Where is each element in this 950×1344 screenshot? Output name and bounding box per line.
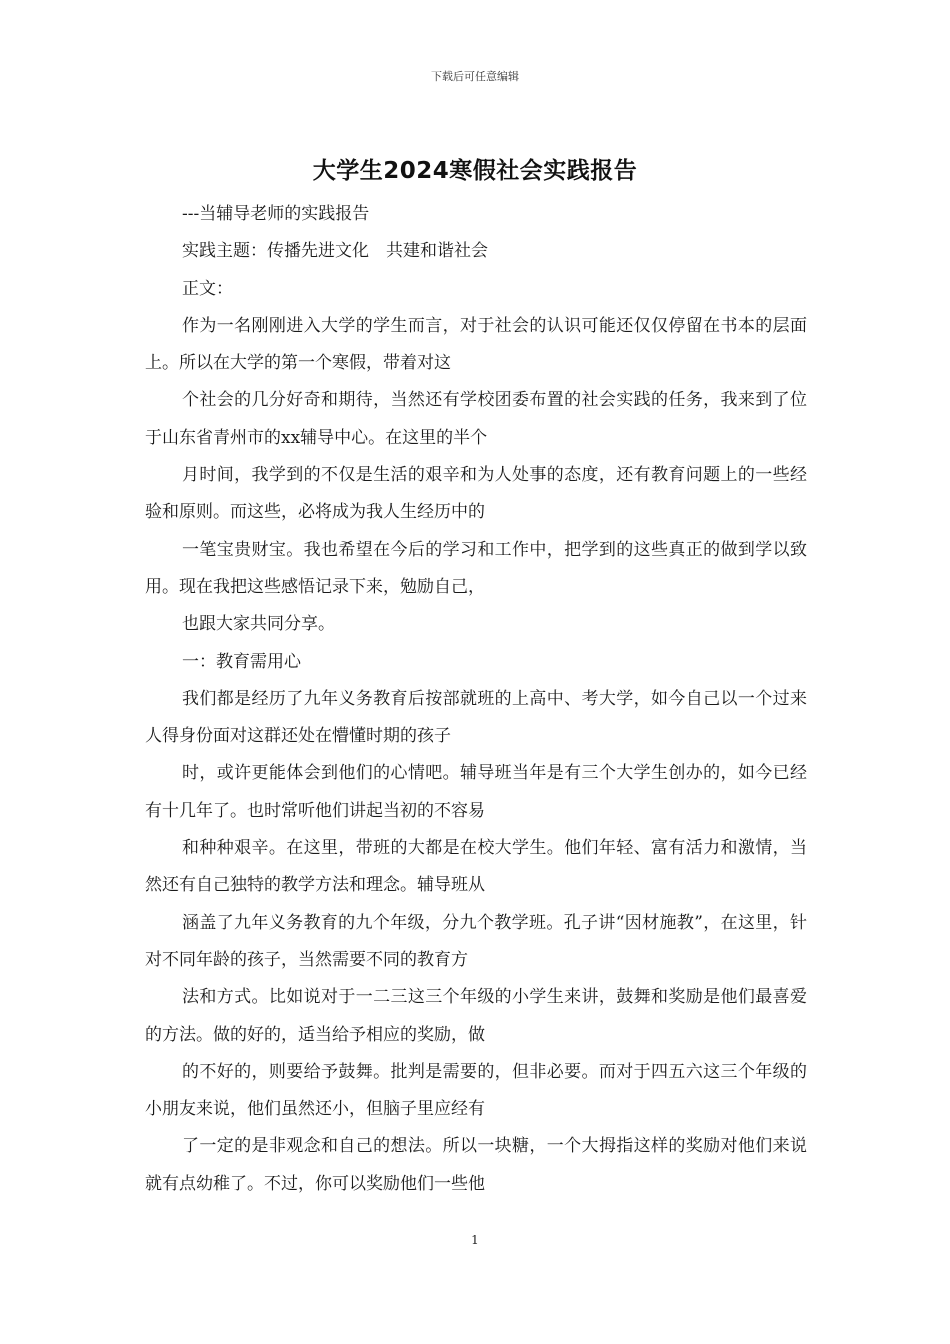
page-number: 1	[471, 1233, 479, 1247]
paragraph: 时，或许更能体会到他们的心情吧。辅导班当年是有三个大学生创办的，如今已经有十几年了。也时常听他们讲起当初的不容易	[145, 763, 807, 821]
paragraph: 涵盖了九年义务教育的九个年级，分九个教学班。孔子讲“因材施教”，在这里，针对不同年龄的孩子，当然需要不同的教育方	[145, 912, 807, 970]
paragraph: 实践主题：传播先进文化 共建和谐社会	[182, 241, 488, 262]
paragraph: ---当辅导老师的实践报告	[182, 204, 370, 224]
paragraph: 的不好的，则要给予鼓舞。批判是需要的，但非必要。而对于四五六这三个年级的小朋友来说，他们虽然还小，但脑子里应经有	[145, 1061, 807, 1120]
document-title: 大学生2024寒假社会实践报告	[312, 158, 638, 184]
paragraph: 一笔宝贵财宝。我也希望在今后的学习和工作中，把学到的这些真正的做到学以致用。现在我把这些感悟记录下来，勉励自己，	[145, 539, 807, 597]
paragraph: 个社会的几分好奇和期待，当然还有学校团委布置的社会实践的任务，我来到了位于山东省青州市的xx辅导中心。在这里的半个	[145, 390, 807, 448]
page-header: 下载后可任意编辑	[431, 70, 519, 83]
paragraph: 法和方式。比如说对于一二三这三个年级的小学生来讲，鼓舞和奖励是他们最喜爱的方法。做的好的，适当给予相应的奖励，做	[145, 987, 807, 1045]
paragraph: 和种种艰辛。在这里，带班的大都是在校大学生。他们年轻、富有活力和激情，当然还有自己独特的教学方法和理念。辅导班从	[145, 838, 807, 896]
paragraph: 也跟大家共同分享。	[182, 614, 335, 635]
paragraph: 作为一名刚刚进入大学的学生而言，对于社会的认识可能还仅仅停留在书本的层面上。所以在大学的第一个寒假，带着对这	[145, 315, 807, 374]
section-heading: 一：教育需用心	[182, 651, 301, 672]
paragraph: 我们都是经历了九年义务教育后按部就班的上高中、考大学，如今自己以一个过来人得身份面对这群还处在懵懂时期的孩子	[145, 688, 807, 747]
paragraph: 了一定的是非观念和自己的想法。所以一块糖，一个大拇指这样的奖励对他们来说就有点幼稚了。不过，你可以奖励他们一些他	[145, 1136, 807, 1194]
paragraph: 正文：	[182, 278, 233, 299]
paragraph: 月时间，我学到的不仅是生活的艰辛和为人处事的态度，还有教育问题上的一些经验和原则。而这些，必将成为我人生经历中的	[145, 465, 807, 523]
document-body	[145, 196, 807, 1203]
